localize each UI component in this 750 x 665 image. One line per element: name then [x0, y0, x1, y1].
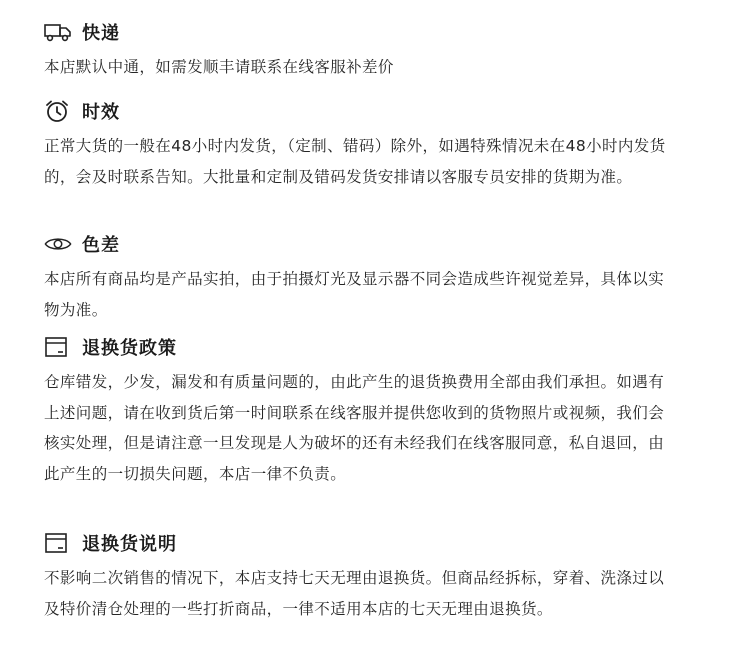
section-heading: [44, 331, 674, 363]
alarm-clock-icon: [44, 99, 72, 123]
section-shipping: [44, 16, 674, 83]
section-text: 本店所有商品均是产品实拍，由于拍摄灯光及显示器不同会造成些许视觉差异，具体以实物为准。: [44, 270, 665, 319]
section-color-difference: [44, 228, 674, 325]
section-heading: [44, 527, 674, 559]
section-title: 退换货政策: [82, 338, 177, 359]
section-title: 退换货说明: [82, 534, 177, 555]
section-heading: [44, 95, 674, 127]
section-heading: [44, 16, 674, 48]
package-box-icon: [44, 335, 72, 359]
section-text: 不影响二次销售的情况下，本店支持七天无理由退换货。但商品经拆标，穿着、洗涤过以及特价清仓处理的一些打折商品，一律不适用本店的七天无理由退换货。: [44, 569, 665, 618]
eye-icon: [44, 232, 72, 256]
section-title: 快递: [82, 23, 120, 44]
section-timeliness: [44, 95, 674, 192]
section-return-policy: [44, 331, 674, 489]
section-text: 本店默认中通，如需发顺丰请联系在线客服补差价: [44, 58, 394, 76]
section-title: 时效: [82, 102, 120, 123]
section-text: 仓库错发，少发，漏发和有质量问题的，由此产生的退货换费用全部由我们承担。如遇有上述问题，请在收到货后第一时间联系在线客服并提供您收到的货物照片或视频，我们会核实处理，但是请注意一旦发现是人为破坏的还有未经我们在线客服同意，私自退回，由此产生的一切损失问题，本店一律不负责。: [44, 373, 665, 483]
delivery-truck-icon: [44, 20, 72, 44]
section-text: 正常大货的一般在48小时内发货，（定制、错码）除外，如遇特殊情况未在48小时内发货的，会及时联系告知。大批量和定制及错码发货安排请以客服专员安排的货期为准。: [44, 137, 666, 186]
section-heading: [44, 228, 674, 260]
section-title: 色差: [82, 235, 120, 256]
section-return-instructions: [44, 527, 674, 624]
package-box-icon: [44, 531, 72, 555]
